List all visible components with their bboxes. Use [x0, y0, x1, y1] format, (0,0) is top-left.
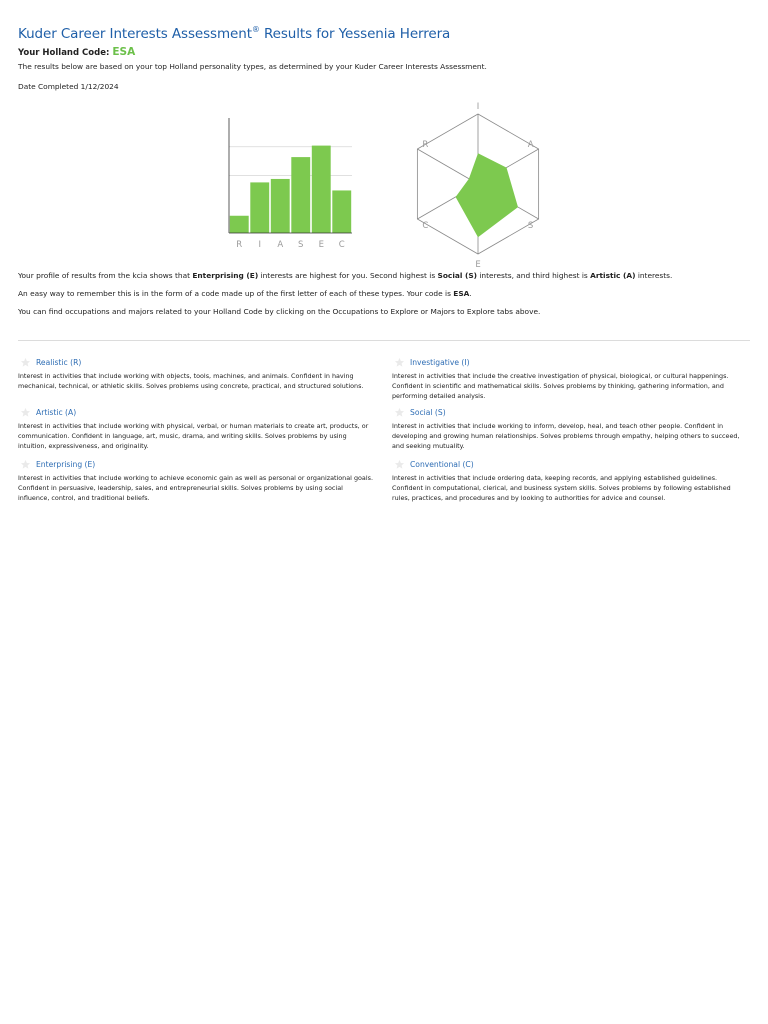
- bar-i: [250, 182, 269, 233]
- type-enterprising: [18, 458, 374, 503]
- type-investigative-header: [392, 356, 748, 368]
- type-conventional: [392, 458, 748, 503]
- summary-1g: interests.: [635, 271, 673, 280]
- type-conventional-desc: Interest in activities that include ordering data, keeping records, and applying established guidelines. Confident in computational, clerical, and business system skills. Solves problems by following established rules, practices, and procedures and by looking to authorities for advice and counsel.: [392, 474, 731, 502]
- hexagon-chart: [402, 102, 554, 270]
- page-title-main: Kuder Career Interests Assessment: [18, 26, 252, 42]
- summary-2a: An easy way to remember this is in the form of a code made up of the first letter of each of these types. Your code is: [18, 289, 454, 298]
- page-title: [18, 26, 450, 42]
- summary-1a: Your profile of results from the kcia shows that: [18, 271, 193, 280]
- summary-2c: .: [469, 289, 472, 298]
- type-enterprising-desc: Interest in activities that include working to achieve economic gain as well as personal or organizational goals. Confident in persuasive, leadership, sales, and entrepreneurial skills. Solves problems by using social influence, control, and traditional beliefs.: [18, 474, 373, 502]
- bar-r: [230, 216, 249, 233]
- type-artistic-header: [18, 406, 374, 418]
- hexagon-label-i: I: [476, 102, 480, 112]
- type-realistic-header: [18, 356, 374, 368]
- summary-line-3: You can find occupations and majors related to your Holland Code by clicking on the Occupations to Explore or Majors to Explore tabs above.: [18, 307, 541, 316]
- type-realistic-desc: Interest in activities that include working with objects, tools, machines, and animals. Confident in having mechanical, technical, or athletic skills. Solves problems using concrete, practical, and structured solutions.: [18, 372, 364, 390]
- type-social-title: Social (S): [410, 407, 446, 417]
- type-investigative-desc: Interest in activities that include the creative investigation of physical, biological, or cultural happenings. Confident in scientific and mathematical skills. Solves problems by thinking, gathering information, and performing detailed analysis.: [392, 372, 729, 400]
- summary-code: ESA: [453, 289, 470, 298]
- bar-a: [271, 179, 290, 233]
- intro-text: The results below are based on your top Holland personality types, as determined by your Kuder Career Interests Assessment.: [18, 62, 487, 71]
- hexagon-label-c: C: [422, 221, 429, 231]
- bar-label-r: R: [236, 240, 243, 250]
- type-artistic-desc: Interest in activities that include working with physical, verbal, or human materials to create art, products, or communication. Confident in language, art, music, drama, and writing skills. Solves problems by using intuition, expressiveness, and originality.: [18, 422, 369, 450]
- bar-label-e: E: [318, 240, 324, 250]
- summary-line-1: [18, 271, 672, 281]
- summary-third-type: Artistic (A): [590, 271, 636, 280]
- type-conventional-title: Conventional (C): [410, 459, 474, 469]
- bar-c: [332, 190, 351, 233]
- type-enterprising-header: [18, 458, 374, 470]
- bar-label-i: I: [258, 240, 262, 250]
- bar-s: [291, 157, 310, 233]
- star-icon[interactable]: [20, 407, 31, 418]
- star-icon[interactable]: [20, 459, 31, 470]
- holland-code-value: ESA: [112, 46, 136, 58]
- summary-1e: interests, and third highest is: [477, 271, 591, 280]
- bar-chart: [226, 118, 356, 254]
- hexagon-label-s: S: [527, 221, 534, 231]
- type-social-header: [392, 406, 748, 418]
- registered-mark: ®: [251, 25, 260, 34]
- type-artistic-title: Artistic (A): [36, 407, 77, 417]
- type-social: [392, 406, 748, 451]
- summary-line-2: [18, 289, 472, 299]
- page-title-suffix: Results for Yessenia Herrera: [259, 26, 451, 42]
- hexagon-label-r: R: [422, 140, 429, 150]
- summary-1c: interests are highest for you. Second highest is: [258, 271, 438, 280]
- bar-label-c: C: [338, 240, 345, 250]
- star-icon[interactable]: [394, 407, 405, 418]
- type-conventional-header: [392, 458, 748, 470]
- holland-code-line: [18, 46, 135, 58]
- summary-highest-type: Enterprising (E): [192, 271, 259, 280]
- hexagon-label-a: A: [527, 140, 534, 150]
- type-realistic-title: Realistic (R): [36, 357, 82, 367]
- star-icon[interactable]: [20, 357, 31, 368]
- star-icon[interactable]: [394, 357, 405, 368]
- bar-label-s: S: [298, 240, 304, 250]
- bar-label-a: A: [277, 240, 284, 250]
- holland-code-label: Your Holland Code:: [18, 48, 110, 58]
- type-investigative-title: Investigative (I): [410, 357, 470, 367]
- type-realistic: [18, 356, 374, 392]
- type-social-desc: Interest in activities that include working to inform, develop, heal, and teach other people. Confident in developing and growing human relationships. Solves problems through empathy, helping others to succeed, and seeking mutuality.: [392, 422, 740, 450]
- section-divider: [18, 340, 750, 341]
- type-enterprising-title: Enterprising (E): [36, 459, 96, 469]
- date-completed: Date Completed 1/12/2024: [18, 82, 119, 91]
- summary-second-type: Social (S): [437, 271, 478, 280]
- hexagon-label-e: E: [475, 260, 481, 270]
- hexagon-profile-shape: [456, 153, 518, 237]
- star-icon[interactable]: [394, 459, 405, 470]
- type-artistic: [18, 406, 374, 451]
- type-investigative: [392, 356, 748, 401]
- bar-e: [312, 146, 331, 233]
